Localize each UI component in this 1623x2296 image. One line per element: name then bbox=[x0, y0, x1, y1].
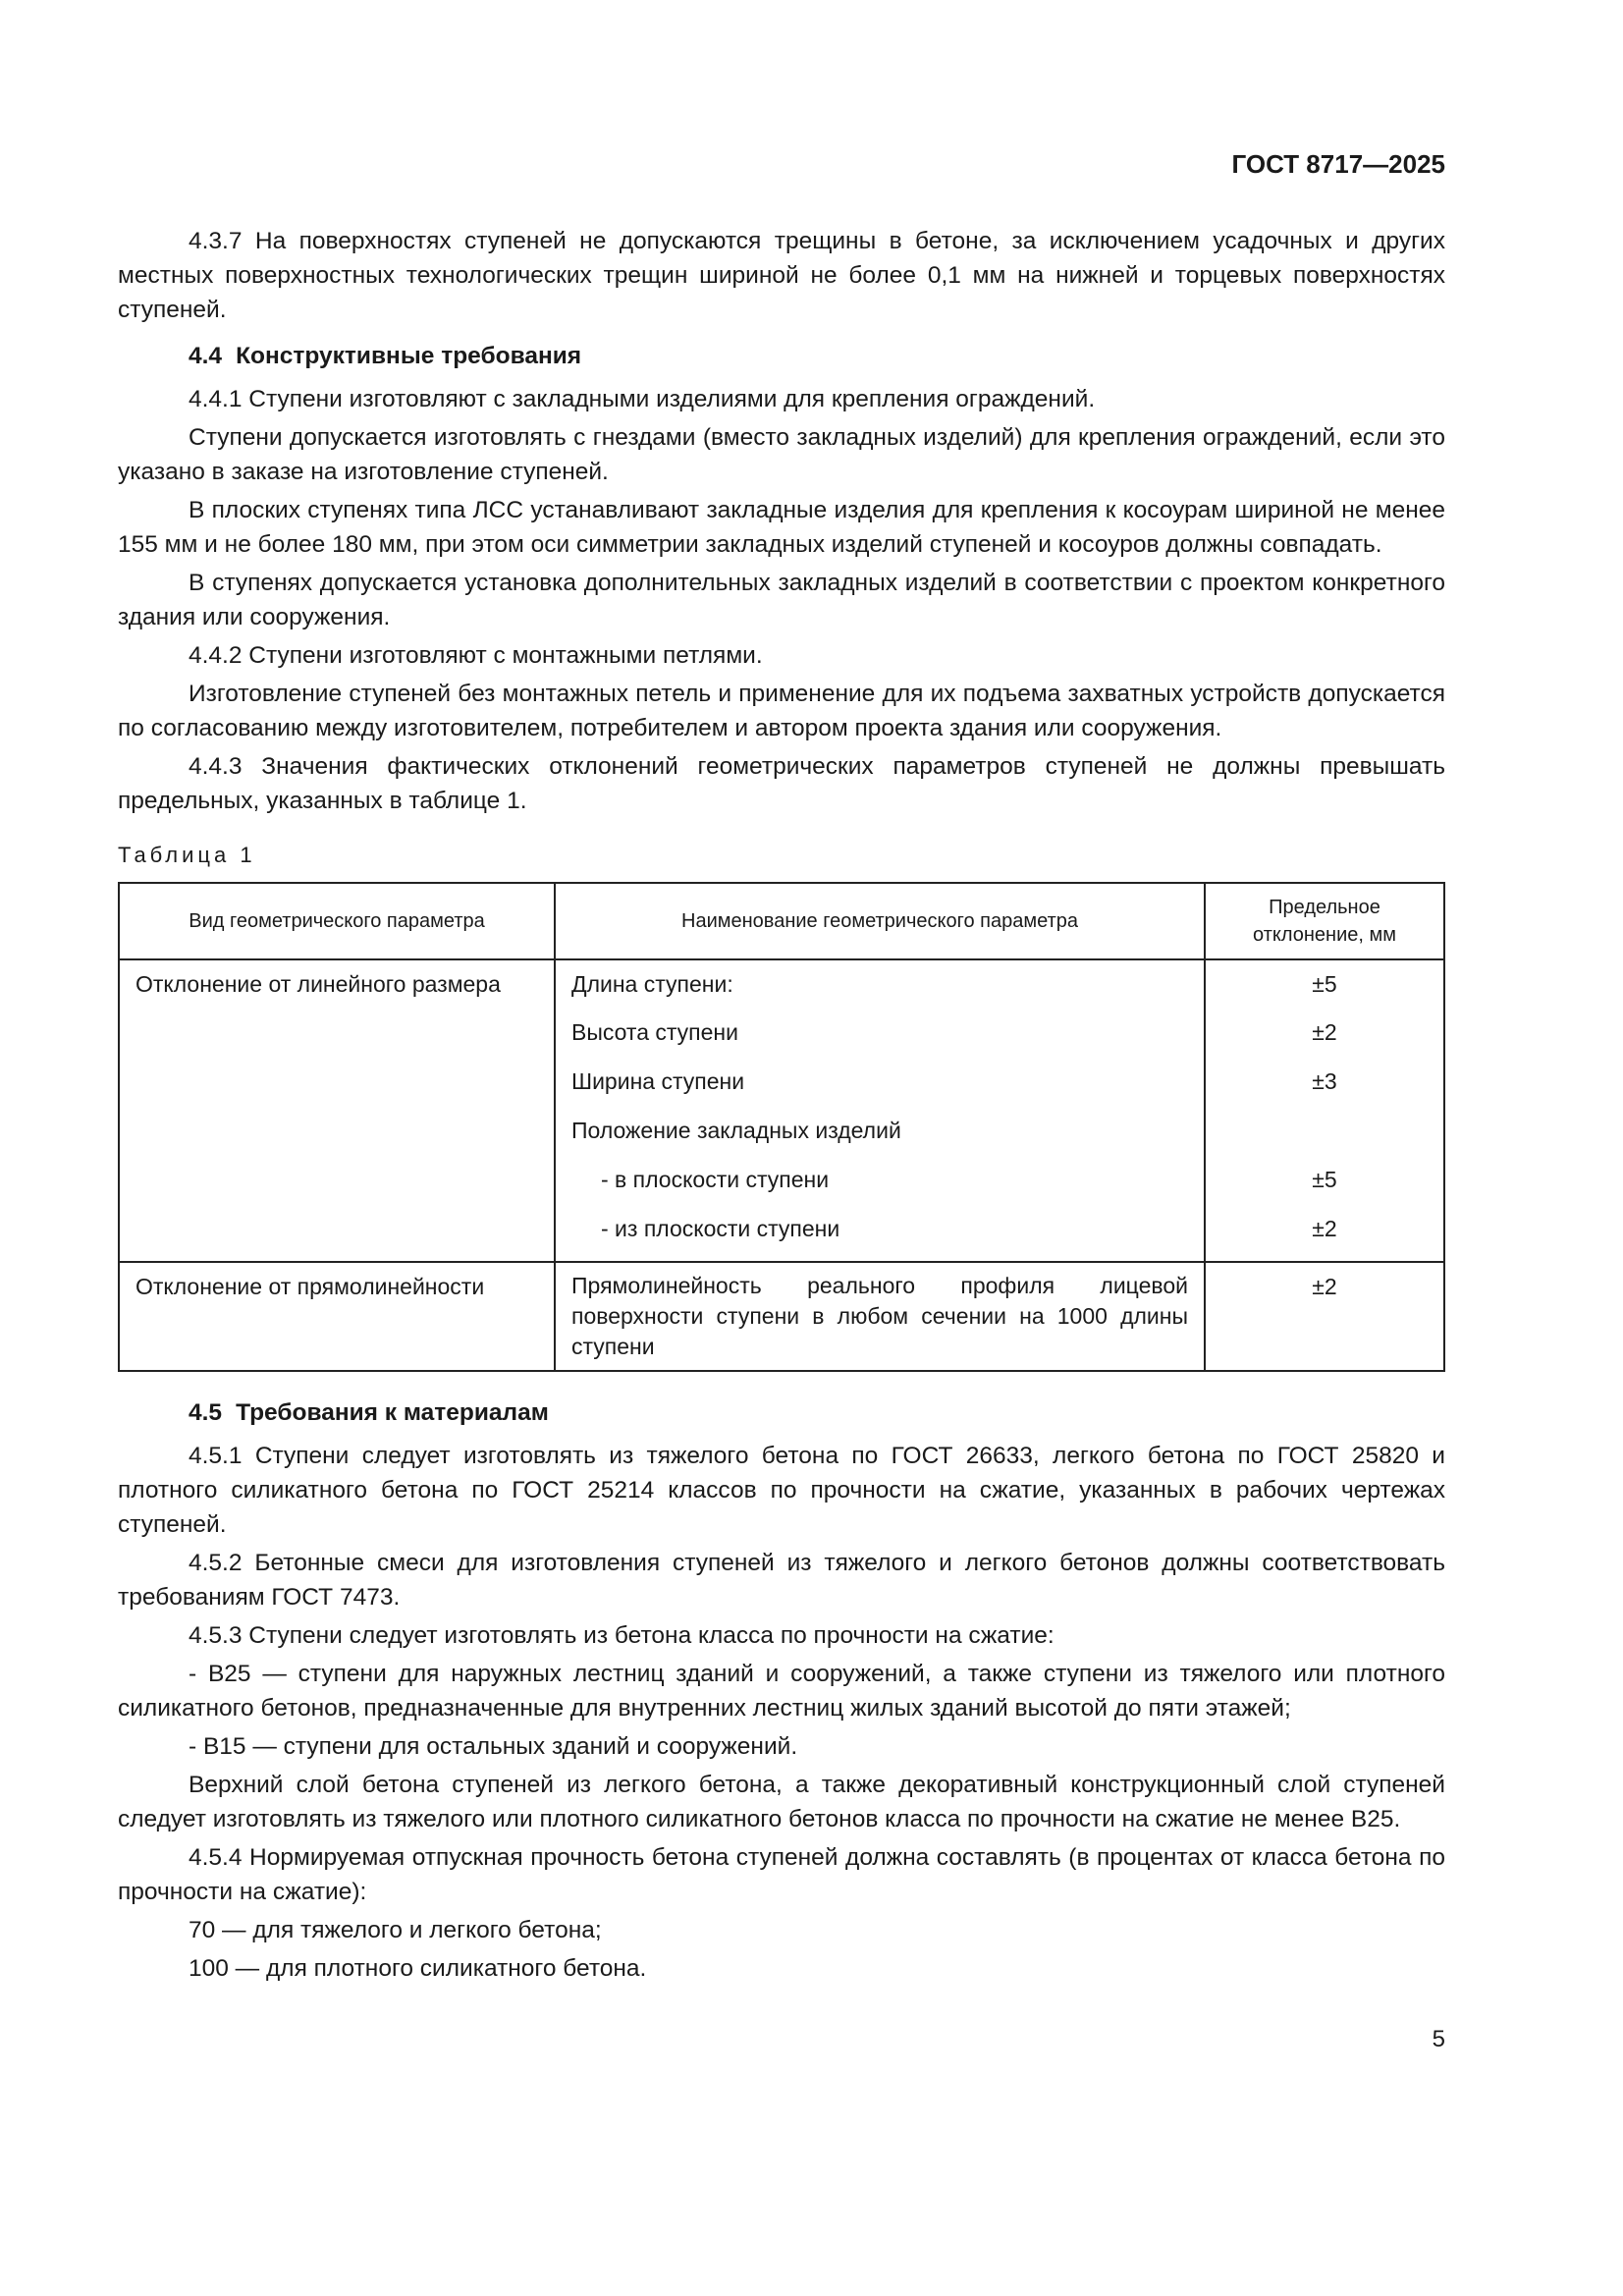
list-item: 100 — для плотного силикатного бетона. bbox=[189, 1955, 647, 1982]
paragraph-4-5-4: 4.5.4 Нормируемая отпускная прочность бетона ступеней должна составлять (в процентах от класса бетона по прочности на сжатие): bbox=[118, 1844, 1445, 1905]
table-row bbox=[119, 1262, 1444, 1371]
param-value: ±3 bbox=[1312, 1068, 1337, 1094]
list-item: 70 — для тяжелого и легкого бетона; bbox=[189, 1917, 602, 1943]
section-heading-4-4 bbox=[189, 339, 1445, 374]
table-row bbox=[119, 959, 1444, 1262]
table-1 bbox=[118, 882, 1445, 1372]
table-cell-names bbox=[555, 959, 1205, 1262]
document-body bbox=[118, 224, 1445, 1990]
section-number: 4.4 bbox=[189, 343, 223, 369]
paragraph-4-3-7: 4.3.7 На поверхностях ступеней не допускаются трещины в бетоне, за исключением усадочных и других местных поверхностных технологических трещин шириной не более 0,1 мм на нижней и торцевых поверхностях ступеней. bbox=[118, 228, 1445, 323]
page-number: 5 bbox=[1432, 2026, 1445, 2052]
table-cell-value: ±2 bbox=[1205, 1262, 1444, 1371]
param-name: Длина ступени: bbox=[571, 971, 733, 997]
table-header-cell: Вид геометрического параметра bbox=[119, 883, 555, 959]
table-header-row bbox=[119, 883, 1444, 959]
param-value: ±2 bbox=[1312, 1216, 1337, 1241]
table-header-cell: Наименование геометрического параметра bbox=[555, 883, 1205, 959]
paragraph-4-5-3: 4.5.3 Ступени следует изготовлять из бетона класса по прочности на сжатие: bbox=[189, 1622, 1055, 1649]
table-caption: Таблица 1 bbox=[118, 843, 256, 867]
param-name: Ширина ступени bbox=[571, 1068, 745, 1094]
param-name: Высота ступени bbox=[571, 1019, 738, 1045]
paragraph-4-5-1: 4.5.1 Ступени следует изготовлять из тяжелого бетона по ГОСТ 26633, легкого бетона по ГОСТ 25820 и плотного силикатного бетона по ГОСТ 25214 классов по прочности на сжатие, указанных в рабочих чертежах ступеней. bbox=[118, 1443, 1445, 1538]
list-item: - В25 — ступени для наружных лестниц зданий и сооружений, а также ступени из тяжелого или плотного силикатного бетонов, предназначенные для внутренних лестниц жилых зданий высотой до пяти этажей; bbox=[118, 1661, 1445, 1722]
cell-text: Отклонение от линейного размера bbox=[135, 971, 501, 997]
paragraph: Изготовление ступеней без монтажных петель и применение для их подъема захватных устройств допускается по согласованию между изготовителем, потребителем и автором проекта здания или сооружения. bbox=[118, 681, 1445, 741]
param-value: ±5 bbox=[1312, 1167, 1337, 1192]
paragraph: В плоских ступенях типа ЛСС устанавливают закладные изделия для крепления к косоурам шириной не менее 155 мм и не более 180 мм, при этом оси симметрии закладных изделий ступеней и косоуров должны совпадать. bbox=[118, 497, 1445, 558]
param-name: Положение закладных изделий bbox=[571, 1118, 901, 1143]
table-cell-kind: Отклонение от прямолинейности bbox=[119, 1262, 555, 1371]
param-name: - в плоскости ступени bbox=[601, 1167, 830, 1192]
section-number: 4.5 bbox=[189, 1399, 223, 1426]
paragraph-4-4-1: 4.4.1 Ступени изготовляют с закладными изделиями для крепления ограждений. bbox=[189, 386, 1096, 412]
list-item: - В15 — ступени для остальных зданий и сооружений. bbox=[189, 1733, 798, 1760]
section-title: Конструктивные требования bbox=[236, 343, 582, 369]
paragraph-4-4-2: 4.4.2 Ступени изготовляют с монтажными петлями. bbox=[189, 642, 763, 669]
document-header-id: ГОСТ 8717—2025 bbox=[1231, 149, 1445, 179]
param-value: ±2 bbox=[1312, 1019, 1337, 1045]
paragraph-4-5-2: 4.5.2 Бетонные смеси для изготовления ступеней из тяжелого и легкого бетонов должны соответствовать требованиям ГОСТ 7473. bbox=[118, 1550, 1445, 1611]
paragraph: Верхний слой бетона ступеней из легкого бетона, а также декоративный конструкционный слой ступеней следует изготовлять из тяжелого или плотного силикатного бетонов класса по прочности на сжатие не менее В25. bbox=[118, 1772, 1445, 1832]
section-title: Требования к материалам bbox=[236, 1399, 549, 1426]
table-cell-values bbox=[1205, 959, 1444, 1262]
paragraph-4-4-3: 4.4.3 Значения фактических отклонений геометрических параметров ступеней не должны превышать предельных, указанных в таблице 1. bbox=[118, 753, 1445, 814]
table-header-cell: Предельное отклонение, мм bbox=[1205, 883, 1444, 959]
table-cell-kind bbox=[119, 959, 555, 1262]
section-heading-4-5 bbox=[189, 1395, 1445, 1431]
param-name: - из плоскости ступени bbox=[601, 1216, 840, 1241]
paragraph: В ступенях допускается установка дополнительных закладных изделий в соответствии с проектом конкретного здания или сооружения. bbox=[118, 570, 1445, 630]
paragraph: Ступени допускается изготовлять с гнездами (вместо закладных изделий) для крепления ограждений, если это указано в заказе на изготовление ступеней. bbox=[118, 424, 1445, 485]
param-value bbox=[1221, 1106, 1428, 1155]
table-cell-name: Прямолинейность реального профиля лицевой поверхности ступени в любом сечении на 1000 длины ступени bbox=[555, 1262, 1205, 1371]
param-value: ±5 bbox=[1312, 971, 1337, 997]
